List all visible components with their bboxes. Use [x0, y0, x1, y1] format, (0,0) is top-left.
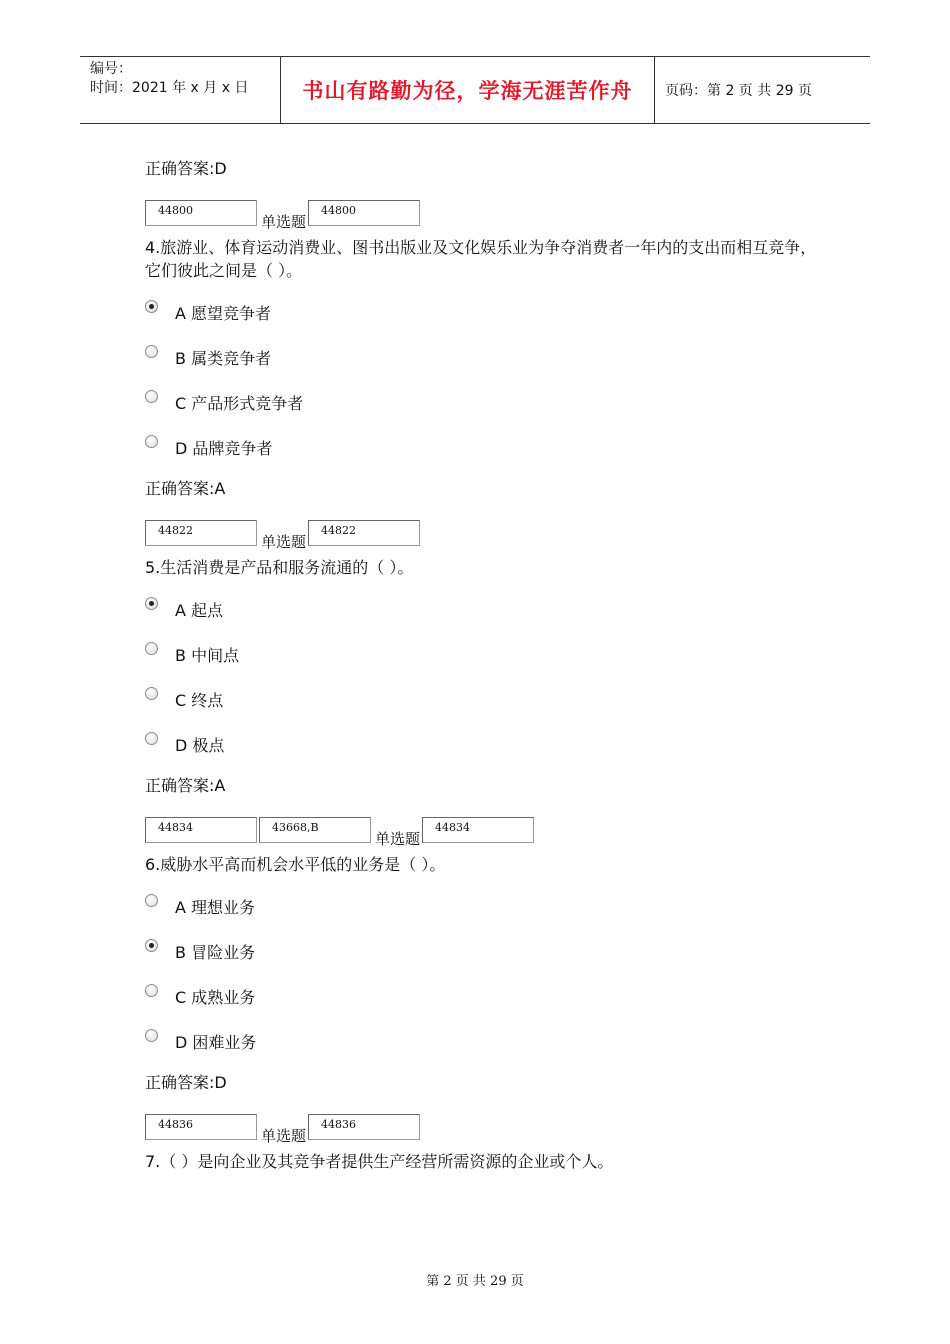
option-label: D 极点	[175, 736, 225, 755]
radio-unchecked-icon[interactable]	[145, 1029, 158, 1042]
question-meta-row	[145, 192, 825, 231]
option-label: C 成熟业务	[175, 988, 256, 1007]
option-list	[145, 290, 825, 470]
radio-unchecked-icon[interactable]	[145, 435, 158, 448]
option-item[interactable]	[145, 884, 825, 929]
option-label: A 愿望竞争者	[175, 304, 272, 323]
id-field[interactable]: 44836	[308, 1114, 420, 1140]
radio-unchecked-icon[interactable]	[145, 732, 158, 745]
radio-unchecked-icon[interactable]	[145, 894, 158, 907]
option-item[interactable]	[145, 632, 825, 677]
header-motto-cell	[281, 57, 655, 123]
question-type-label: 单选题	[261, 533, 307, 551]
header-left	[80, 57, 281, 123]
option-item[interactable]	[145, 335, 825, 380]
correct-answer: 正确答案:A	[145, 776, 226, 795]
id-field[interactable]: 43668,B	[259, 817, 371, 843]
option-list	[145, 587, 825, 767]
question-meta-row	[145, 512, 825, 551]
id-field[interactable]: 44822	[308, 520, 420, 546]
question-text: 6.威胁水平高而机会水平低的业务是（ ）。	[145, 855, 446, 874]
radio-checked-icon[interactable]	[145, 300, 158, 313]
radio-unchecked-icon[interactable]	[145, 390, 158, 403]
radio-unchecked-icon[interactable]	[145, 642, 158, 655]
time-label: 时间：2021 年 x 月 x 日	[90, 80, 249, 96]
question-meta-row	[145, 1106, 825, 1145]
question-block	[145, 556, 825, 848]
question-block	[145, 853, 825, 1145]
radio-unchecked-icon[interactable]	[145, 345, 158, 358]
option-item[interactable]	[145, 380, 825, 425]
header-motto: 书山有路勤为径，学海无涯苦作舟	[302, 78, 633, 103]
question-block	[145, 1150, 825, 1173]
question-block	[145, 154, 825, 231]
id-field[interactable]: 44834	[422, 817, 534, 843]
option-label: B 冒险业务	[175, 943, 256, 962]
id-field[interactable]: 44800	[308, 200, 420, 226]
correct-answer: 正确答案:D	[145, 159, 227, 178]
option-label: A 起点	[175, 601, 224, 620]
option-label: D 困难业务	[175, 1033, 257, 1052]
option-label: C 终点	[175, 691, 224, 710]
question-block	[145, 236, 825, 551]
option-item[interactable]	[145, 677, 825, 722]
option-item[interactable]	[145, 722, 825, 767]
option-label: A 理想业务	[175, 898, 256, 917]
question-type-label: 单选题	[261, 1127, 307, 1145]
option-label: B 属类竞争者	[175, 349, 272, 368]
option-item[interactable]	[145, 929, 825, 974]
id-field[interactable]: 44834	[145, 817, 257, 843]
id-field[interactable]: 44800	[145, 200, 257, 226]
id-field[interactable]: 44836	[145, 1114, 257, 1140]
radio-unchecked-icon[interactable]	[145, 687, 158, 700]
option-item[interactable]	[145, 290, 825, 335]
radio-checked-icon[interactable]	[145, 939, 158, 952]
correct-answer: 正确答案:A	[145, 479, 226, 498]
number-label: 编号：	[90, 61, 132, 77]
question-type-label: 单选题	[375, 830, 421, 848]
question-text: 7.（ ）是向企业及其竞争者提供生产经营所需资源的企业或个人。	[145, 1152, 614, 1171]
correct-answer: 正确答案:D	[145, 1073, 227, 1092]
option-item[interactable]	[145, 1019, 825, 1064]
radio-checked-icon[interactable]	[145, 597, 158, 610]
question-meta-row	[145, 809, 825, 848]
radio-unchecked-icon[interactable]	[145, 984, 158, 997]
question-type-label: 单选题	[261, 213, 307, 231]
option-label: B 中间点	[175, 646, 240, 665]
option-label: C 产品形式竞争者	[175, 394, 304, 413]
option-item[interactable]	[145, 587, 825, 632]
id-field[interactable]: 44822	[145, 520, 257, 546]
page-footer: 第 2 页 共 29 页	[426, 1274, 524, 1289]
option-item[interactable]	[145, 974, 825, 1019]
option-item[interactable]	[145, 425, 825, 470]
question-text: 4.旅游业、体育运动消费业、图书出版业及文化娱乐业为争夺消费者一年内的支出而相互竞争，它们彼此之间是（ ）。	[145, 238, 817, 280]
question-text: 5.生活消费是产品和服务流通的（ ）。	[145, 558, 414, 577]
option-label: D 品牌竞争者	[175, 439, 273, 458]
option-list	[145, 884, 825, 1064]
page-info: 页码：第 2 页 共 29 页	[665, 83, 812, 99]
header-right	[655, 57, 870, 123]
page-header	[80, 56, 870, 124]
document-content	[145, 150, 825, 1173]
